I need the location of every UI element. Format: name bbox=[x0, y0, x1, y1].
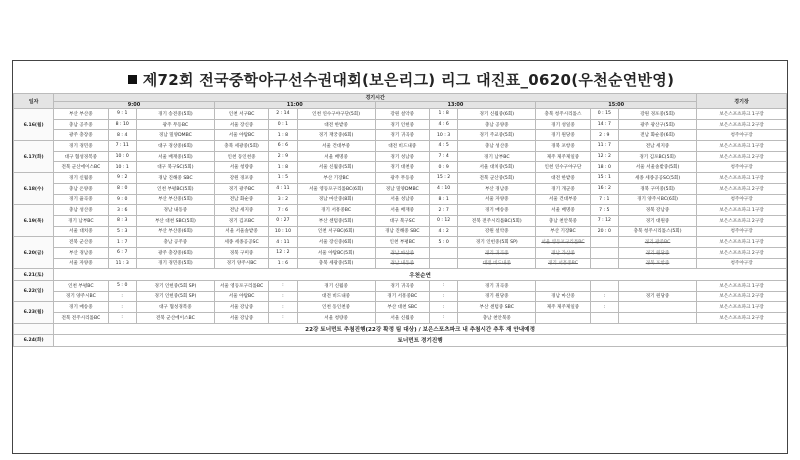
team-away: 서울 배재중(5회) bbox=[136, 151, 214, 162]
match-row bbox=[14, 237, 787, 248]
team-away: 경북 강남중 bbox=[619, 205, 697, 216]
team-away: 부산 부산중(5회) bbox=[136, 194, 214, 205]
venue-cell: 보은스포츠파크 2구장 bbox=[697, 215, 787, 226]
score-cell: : bbox=[269, 291, 297, 302]
team-home: 전북 군산중 bbox=[54, 237, 108, 248]
score-cell: : bbox=[590, 302, 618, 313]
score-cell bbox=[590, 312, 618, 323]
score-cell bbox=[590, 280, 618, 291]
team-away: 대구 북구SC(5회) bbox=[136, 162, 214, 173]
team-away: 전북 군산중(5회) bbox=[458, 173, 536, 184]
date-cell: 6.24(화) bbox=[14, 335, 54, 347]
time-slot-header: 13:00 bbox=[375, 102, 536, 109]
venue-cell: 보은스포츠파크 1구장 bbox=[697, 302, 787, 313]
score-cell: 8 : 1 bbox=[429, 194, 457, 205]
score-cell: 8 : 4 bbox=[108, 130, 136, 141]
score-cell bbox=[429, 258, 457, 269]
team-home: 경기 서흥중BC bbox=[375, 291, 429, 302]
match-row bbox=[14, 119, 787, 130]
team-away: 경남 내동중 bbox=[136, 205, 214, 216]
score-cell: 2 : 7 bbox=[429, 205, 457, 216]
team-home: 충북 청주시리틀스 bbox=[536, 109, 590, 120]
team-home: 전남 화순중 bbox=[214, 194, 268, 205]
team-home: 광주 무등중 bbox=[375, 173, 429, 184]
score-cell: : bbox=[108, 302, 136, 313]
team-home: 서울 영등포구리틀BC bbox=[536, 237, 590, 248]
team-away bbox=[619, 280, 697, 291]
score-cell: 0 : 9 bbox=[429, 162, 457, 173]
team-home: 경기 성남중 bbox=[375, 151, 429, 162]
team-away: 대구 협성경복중 bbox=[136, 302, 214, 313]
team-home: 부산 부산중 bbox=[54, 109, 108, 120]
team-away: 경기 원당중 bbox=[458, 291, 536, 302]
score-cell: 4 : 10 bbox=[429, 183, 457, 194]
venue-cell: 보은스포츠파크 2구장 bbox=[697, 312, 787, 323]
team-away: 충남 공주중 bbox=[136, 237, 214, 248]
score-cell: : bbox=[269, 280, 297, 291]
team-away: 충북 세광중(5회) bbox=[297, 258, 375, 269]
team-away: 경기 인헌중(5회 SP) bbox=[136, 291, 214, 302]
rain-delay-row bbox=[14, 269, 787, 281]
venue-cell: 청주야구장 bbox=[697, 130, 787, 141]
date-cell: 6.21(토) bbox=[14, 269, 54, 281]
score-cell: 1 : 7 bbox=[108, 237, 136, 248]
team-away: 서울 야탑BC(5회) bbox=[297, 247, 375, 258]
team-home: 경남 진해중 SBC bbox=[375, 226, 429, 237]
team-away: 세종 세종공공SC(5회) bbox=[619, 173, 697, 184]
score-cell: 9 : 0 bbox=[108, 194, 136, 205]
team-away: 서울 대치중(5회) bbox=[458, 162, 536, 173]
team-away: 전북 전주시리틀BC(5회) bbox=[458, 215, 536, 226]
schedule-body bbox=[14, 94, 787, 347]
team-home: 서울 대치중 bbox=[54, 226, 108, 237]
team-home: 광주 충장중 bbox=[54, 130, 108, 141]
score-cell: 18 : 0 bbox=[590, 162, 618, 173]
team-home: 경북 포항중 bbox=[536, 141, 590, 152]
team-home: 경기 매송중 bbox=[54, 302, 108, 313]
score-cell: : bbox=[590, 291, 618, 302]
team-away: 서울 자양중 bbox=[458, 194, 536, 205]
team-home bbox=[536, 280, 590, 291]
team-away: 부산 센텀중(5회) bbox=[297, 215, 375, 226]
time-slot-header: 9:00 bbox=[54, 102, 215, 109]
score-cell: 10 : 0 bbox=[108, 151, 136, 162]
team-home: 부산 대천 SBC bbox=[375, 302, 429, 313]
team-home: 경기 남부BC bbox=[54, 215, 108, 226]
team-home: 강원 경포중 bbox=[214, 173, 268, 184]
team-home: 서울 강남중 bbox=[214, 302, 268, 313]
team-home: 충남 온양중 bbox=[54, 183, 108, 194]
score-cell: 9 : 2 bbox=[108, 173, 136, 184]
team-away: 경기 인헌중(5회 SP) bbox=[136, 280, 214, 291]
venue-cell: 보은스포츠파크 1구장 bbox=[697, 109, 787, 120]
score-cell: 3 : 2 bbox=[269, 194, 297, 205]
date-cell: 6.16(월) bbox=[14, 109, 54, 141]
team-home: 서울 배명중 bbox=[536, 205, 590, 216]
team-home: 서울 배재중 bbox=[375, 205, 429, 216]
score-cell: : bbox=[429, 291, 457, 302]
team-away: 광주 광산구(5회) bbox=[619, 119, 697, 130]
team-away: 강원 설악중 bbox=[458, 226, 536, 237]
team-away: 부산 대천 SBC(5회) bbox=[136, 215, 214, 226]
team-home: 경기 신월중 bbox=[54, 173, 108, 184]
team-away: 전남 화순중(6회) bbox=[619, 130, 697, 141]
team-away: 부산 센텀중 SBC bbox=[458, 302, 536, 313]
score-cell: 1 : 5 bbox=[269, 173, 297, 184]
score-cell: 7 : 6 bbox=[269, 205, 297, 216]
team-home: 인천 서구BC bbox=[214, 109, 268, 120]
match-row bbox=[14, 291, 787, 302]
team-away: 전남 세지중 bbox=[619, 141, 697, 152]
score-cell: 7 : 4 bbox=[429, 151, 457, 162]
score-cell: 7 : 1 bbox=[590, 194, 618, 205]
team-home: 경기 경민중 bbox=[54, 141, 108, 152]
time-group-header: 경기시간 bbox=[54, 94, 697, 102]
team-away: 인천 연수구야구단(5회) bbox=[297, 109, 375, 120]
team-away: 부산 경남중 bbox=[458, 183, 536, 194]
time-header-row bbox=[14, 102, 787, 109]
match-row bbox=[14, 141, 787, 152]
team-away: 경기 서흥중BC bbox=[297, 205, 375, 216]
team-home: 서울 서울솔밭중 bbox=[214, 226, 268, 237]
team-home: 경남 밀양DMBC bbox=[375, 183, 429, 194]
team-away: 경기 양주시BC(6회) bbox=[619, 194, 697, 205]
team-away: 인천 부평BC(5회) bbox=[136, 183, 214, 194]
score-cell: : bbox=[269, 302, 297, 313]
score-cell: 16 : 2 bbox=[590, 183, 618, 194]
team-home: 대구 협성경복중 bbox=[54, 151, 108, 162]
team-home: 인천 부평BC bbox=[54, 280, 108, 291]
notice-row bbox=[14, 323, 787, 335]
score-cell: 8 : 3 bbox=[108, 215, 136, 226]
score-cell: 0 : 12 bbox=[429, 215, 457, 226]
score-cell: 4 : 6 bbox=[429, 119, 457, 130]
team-home: 세종 세종공공SC bbox=[214, 237, 268, 248]
score-cell: 10 : 1 bbox=[108, 162, 136, 173]
team-away: 경북 구미중(5회) bbox=[619, 183, 697, 194]
match-row bbox=[14, 151, 787, 162]
team-home: 경기 성일중 bbox=[536, 119, 590, 130]
score-cell: 1 : 8 bbox=[269, 130, 297, 141]
team-away: 경북 포항중 bbox=[619, 258, 697, 269]
team-away: 경기 광주BC bbox=[619, 237, 697, 248]
team-home: 서울 성남중 bbox=[375, 194, 429, 205]
team-home: 충남 천안북중 bbox=[536, 215, 590, 226]
team-away: 경기 원당중 bbox=[619, 291, 697, 302]
match-row bbox=[14, 162, 787, 173]
team-away: 충남 천안북중 bbox=[458, 312, 536, 323]
tournament-row bbox=[14, 335, 787, 347]
match-row bbox=[14, 194, 787, 205]
team-home: 경기 양주시BC bbox=[214, 258, 268, 269]
team-home: 대구 북구SC bbox=[375, 215, 429, 226]
team-home: 전북 전주시리틀BC bbox=[54, 312, 108, 323]
match-row bbox=[14, 173, 787, 184]
score-cell bbox=[590, 247, 618, 258]
team-home: 경기 광주BC bbox=[214, 183, 268, 194]
team-home: 서울 영등포구리틀BC bbox=[214, 280, 268, 291]
team-away: 서울 영등포구리틀BC(6회) bbox=[297, 183, 375, 194]
team-home: 부산 경남중 bbox=[54, 247, 108, 258]
team-home: 인천 부평BC bbox=[375, 237, 429, 248]
team-away: 경기 송전중(5회) bbox=[136, 109, 214, 120]
score-cell: 9 : 1 bbox=[108, 109, 136, 120]
match-row bbox=[14, 312, 787, 323]
match-row bbox=[14, 258, 787, 269]
score-cell: 1 : 6 bbox=[269, 258, 297, 269]
score-cell: 10 : 3 bbox=[429, 130, 457, 141]
team-away: 대전 비드내중 bbox=[297, 291, 375, 302]
score-cell bbox=[429, 247, 457, 258]
team-home: 경기 김포BC bbox=[214, 215, 268, 226]
score-cell: 14 : 7 bbox=[590, 119, 618, 130]
team-away: 대구 경상중(6회) bbox=[136, 141, 214, 152]
score-cell: 4 : 2 bbox=[429, 226, 457, 237]
team-away: 서울 배명중 bbox=[297, 151, 375, 162]
score-cell: : bbox=[429, 302, 457, 313]
team-home: 경기 귀곡중 bbox=[375, 280, 429, 291]
team-home: 서울 신월중 bbox=[375, 312, 429, 323]
team-away: 서울 신월중(5회) bbox=[297, 162, 375, 173]
rain-delay-note: 우천순연 bbox=[54, 269, 787, 281]
team-away: 경기 귀곡중 bbox=[458, 280, 536, 291]
team-away: 경남 마산중(8회) bbox=[297, 194, 375, 205]
score-cell bbox=[590, 258, 618, 269]
page-title bbox=[13, 69, 789, 90]
team-home: 서울 건대부중 bbox=[536, 194, 590, 205]
team-away: 서울 청량중 bbox=[297, 312, 375, 323]
team-away: 경기 남부BC bbox=[458, 151, 536, 162]
team-home: 경남 마산중 bbox=[375, 247, 429, 258]
venue-header: 경기장 bbox=[697, 94, 787, 109]
match-row bbox=[14, 215, 787, 226]
team-away: 경기 신월중 bbox=[297, 280, 375, 291]
team-home: 제주 제주제일중 bbox=[536, 302, 590, 313]
team-home: 경남 내동중 bbox=[375, 258, 429, 269]
match-row bbox=[14, 130, 787, 141]
venue-cell: 청주야구장 bbox=[697, 226, 787, 237]
team-away: 인천 서구BC(6회) bbox=[297, 226, 375, 237]
score-cell: 12 : 2 bbox=[269, 247, 297, 258]
score-cell: : bbox=[429, 312, 457, 323]
team-home: 경기 원당중 bbox=[536, 130, 590, 141]
venue-cell: 보은스포츠파크 2구장 bbox=[697, 119, 787, 130]
team-away: 광주 충장중(6회) bbox=[136, 247, 214, 258]
notice-text: 22강 토너먼트 추첨진행(22강 확정 팀 대상) / 보은스포츠파크 내 추첨시간 추후 재 안내예정 bbox=[54, 323, 787, 335]
match-row bbox=[14, 205, 787, 216]
score-cell: 7 : 5 bbox=[590, 205, 618, 216]
venue-cell: 보은스포츠파크 2구장 bbox=[697, 247, 787, 258]
date-cell: 6.18(수) bbox=[14, 173, 54, 205]
team-home: 경기 양주시BC bbox=[54, 291, 108, 302]
schedule-sheet bbox=[12, 60, 788, 454]
score-cell: 5 : 0 bbox=[429, 237, 457, 248]
score-cell: 11 : 7 bbox=[590, 141, 618, 152]
team-away: 경기 경민중(5회) bbox=[136, 258, 214, 269]
team-away: 경기 인헌중(5회 SP) bbox=[458, 237, 536, 248]
team-away: 서울 건대부중 bbox=[297, 141, 375, 152]
team-home: 인천 연수구야구단 bbox=[536, 162, 590, 173]
score-cell: : bbox=[108, 312, 136, 323]
score-cell: 11 : 3 bbox=[108, 258, 136, 269]
team-away bbox=[619, 312, 697, 323]
team-away: 인천 동인천중 bbox=[297, 302, 375, 313]
header-row bbox=[14, 94, 787, 102]
team-home: 경기 서흥중BC bbox=[536, 258, 590, 269]
team-home: 경기 인헌중 bbox=[375, 119, 429, 130]
date-cell: 6.17(화) bbox=[14, 141, 54, 173]
score-cell: 0 : 1 bbox=[269, 119, 297, 130]
team-away: 충남 성산중 bbox=[458, 141, 536, 152]
score-cell: 15 : 1 bbox=[590, 173, 618, 184]
team-away: 전북 군산에이스BC bbox=[136, 312, 214, 323]
team-home: 경기 개군중 bbox=[536, 183, 590, 194]
match-row bbox=[14, 302, 787, 313]
time-slot-header: 11:00 bbox=[214, 102, 375, 109]
team-home: 대전 한밭중 bbox=[536, 173, 590, 184]
team-home: 서울 자양중 bbox=[54, 258, 108, 269]
venue-cell: 보은스포츠파크 2구장 bbox=[697, 291, 787, 302]
square-bullet-icon bbox=[128, 75, 137, 84]
score-cell: 20 : 0 bbox=[590, 226, 618, 237]
score-cell: 7 : 12 bbox=[590, 215, 618, 226]
venue-cell: 보은스포츠파크 1구장 bbox=[697, 173, 787, 184]
score-cell: 2 : 14 bbox=[269, 109, 297, 120]
venue-cell: 보은스포츠파크 2구장 bbox=[697, 183, 787, 194]
match-row bbox=[14, 226, 787, 237]
time-slot-header: 15:00 bbox=[536, 102, 697, 109]
score-cell: 0 : 27 bbox=[269, 215, 297, 226]
score-cell: 8 : 10 bbox=[108, 119, 136, 130]
score-cell: : bbox=[269, 312, 297, 323]
venue-cell: 보은스포츠파크 1구장 bbox=[697, 205, 787, 216]
team-away: 경기 신월중(6회) bbox=[458, 109, 536, 120]
score-cell: 4 : 11 bbox=[269, 183, 297, 194]
team-away: 경기 재궁중(6회) bbox=[297, 130, 375, 141]
team-home: 전남 세지중 bbox=[214, 205, 268, 216]
team-away: 대전 한밭중 bbox=[297, 119, 375, 130]
team-away: 광주 무등BC bbox=[136, 119, 214, 130]
team-home: 충남 성산중 bbox=[54, 205, 108, 216]
match-row bbox=[14, 109, 787, 120]
venue-cell: 보은스포츠파크 2구장 bbox=[697, 151, 787, 162]
venue-cell: 청주야구장 bbox=[697, 194, 787, 205]
team-away: 경기 매송중 bbox=[458, 205, 536, 216]
schedule-table bbox=[13, 93, 787, 347]
score-cell: 1 : 8 bbox=[429, 109, 457, 120]
team-home: 부산 기장BC bbox=[536, 226, 590, 237]
team-away: 경기 원당중 bbox=[619, 247, 697, 258]
score-cell: : bbox=[108, 291, 136, 302]
score-cell: 5 : 0 bbox=[108, 280, 136, 291]
team-away: 서울 장신중(6회) bbox=[297, 237, 375, 248]
team-away: 경기 귀곡중 bbox=[458, 247, 536, 258]
team-away: 서울 서울솔밭중(5회) bbox=[619, 162, 697, 173]
score-cell: 3 : 6 bbox=[108, 205, 136, 216]
score-cell: : bbox=[429, 280, 457, 291]
score-cell: 12 : 2 bbox=[590, 151, 618, 162]
team-away bbox=[619, 302, 697, 313]
team-home: 인천 동인천중 bbox=[214, 151, 268, 162]
date-cell bbox=[14, 323, 54, 335]
score-cell: 6 : 7 bbox=[108, 247, 136, 258]
score-cell: 2 : 9 bbox=[590, 130, 618, 141]
date-cell: 6.19(목) bbox=[14, 205, 54, 237]
team-home: 경남 마산중 bbox=[536, 291, 590, 302]
date-header: 일자 bbox=[14, 94, 54, 109]
date-cell: 6.22(일) bbox=[14, 280, 54, 301]
team-home: 경기 귀곡중 bbox=[375, 130, 429, 141]
score-cell: 6 : 6 bbox=[269, 141, 297, 152]
team-away: 경기 대원중 bbox=[619, 215, 697, 226]
score-cell: 5 : 3 bbox=[108, 226, 136, 237]
score-cell: 1 : 8 bbox=[269, 162, 297, 173]
venue-cell: 청주야구장 bbox=[697, 162, 787, 173]
team-home: 서울 장신중 bbox=[214, 119, 268, 130]
venue-cell: 청주야구장 bbox=[697, 258, 787, 269]
team-home: 경남 가산중 bbox=[536, 247, 590, 258]
venue-cell: 보은스포츠파크 1구장 bbox=[697, 141, 787, 152]
score-cell: 10 : 10 bbox=[269, 226, 297, 237]
team-away: 부산 부산중(6회) bbox=[136, 226, 214, 237]
team-away: 대전 비드내중 bbox=[458, 258, 536, 269]
tournament-note: 토너먼트 경기진행 bbox=[54, 335, 787, 347]
team-home: 충북 세광중(5회) bbox=[214, 141, 268, 152]
team-home: 경북 구미중 bbox=[214, 247, 268, 258]
score-cell: 0 : 15 bbox=[590, 109, 618, 120]
score-cell: 4 : 5 bbox=[429, 141, 457, 152]
team-home: 강원 설악중 bbox=[375, 109, 429, 120]
team-home: 제주 제주제일중 bbox=[536, 151, 590, 162]
team-home: 충남 공주중 bbox=[54, 119, 108, 130]
team-home bbox=[536, 312, 590, 323]
score-cell: 2 : 9 bbox=[269, 151, 297, 162]
venue-cell: 보은스포츠파크 1구장 bbox=[697, 237, 787, 248]
team-away: 경남 밀양DMBC bbox=[136, 130, 214, 141]
team-away: 충남 공양중 bbox=[458, 119, 536, 130]
team-away: 경남 진해중 SBC bbox=[136, 173, 214, 184]
team-away: 충북 청주시리틀스(5회) bbox=[619, 226, 697, 237]
title-text: 제72회 전국중학야구선수권대회(보은리그) 리그 대진표_0620(우천순연반영) bbox=[142, 71, 675, 89]
team-away: 강원 경포중(5회) bbox=[619, 109, 697, 120]
score-cell: 15 : 2 bbox=[429, 173, 457, 184]
team-home: 대전 비드내중 bbox=[375, 141, 429, 152]
date-cell: 6.23(월) bbox=[14, 302, 54, 323]
match-row bbox=[14, 247, 787, 258]
team-home: 서울 청량중 bbox=[214, 162, 268, 173]
match-row bbox=[14, 183, 787, 194]
date-cell: 6.20(금) bbox=[14, 237, 54, 269]
score-cell: 8 : 0 bbox=[108, 183, 136, 194]
team-home: 경기 대천중 bbox=[375, 162, 429, 173]
team-away: 부산 기장BC bbox=[297, 173, 375, 184]
venue-cell: 보은스포츠파크 1구장 bbox=[697, 280, 787, 291]
team-home: 서울 강남중 bbox=[214, 312, 268, 323]
score-cell bbox=[590, 237, 618, 248]
team-home: 전북 군산에이스BC bbox=[54, 162, 108, 173]
score-cell: 4 : 11 bbox=[269, 237, 297, 248]
team-home: 서울 야탑BC bbox=[214, 130, 268, 141]
team-home: 경기 율곡중 bbox=[54, 194, 108, 205]
score-cell: 7 : 11 bbox=[108, 141, 136, 152]
team-away: 경기 주교중(5회) bbox=[458, 130, 536, 141]
team-home: 서울 야탑BC bbox=[214, 291, 268, 302]
match-row bbox=[14, 280, 787, 291]
team-away: 경기 김포BC(5회) bbox=[619, 151, 697, 162]
